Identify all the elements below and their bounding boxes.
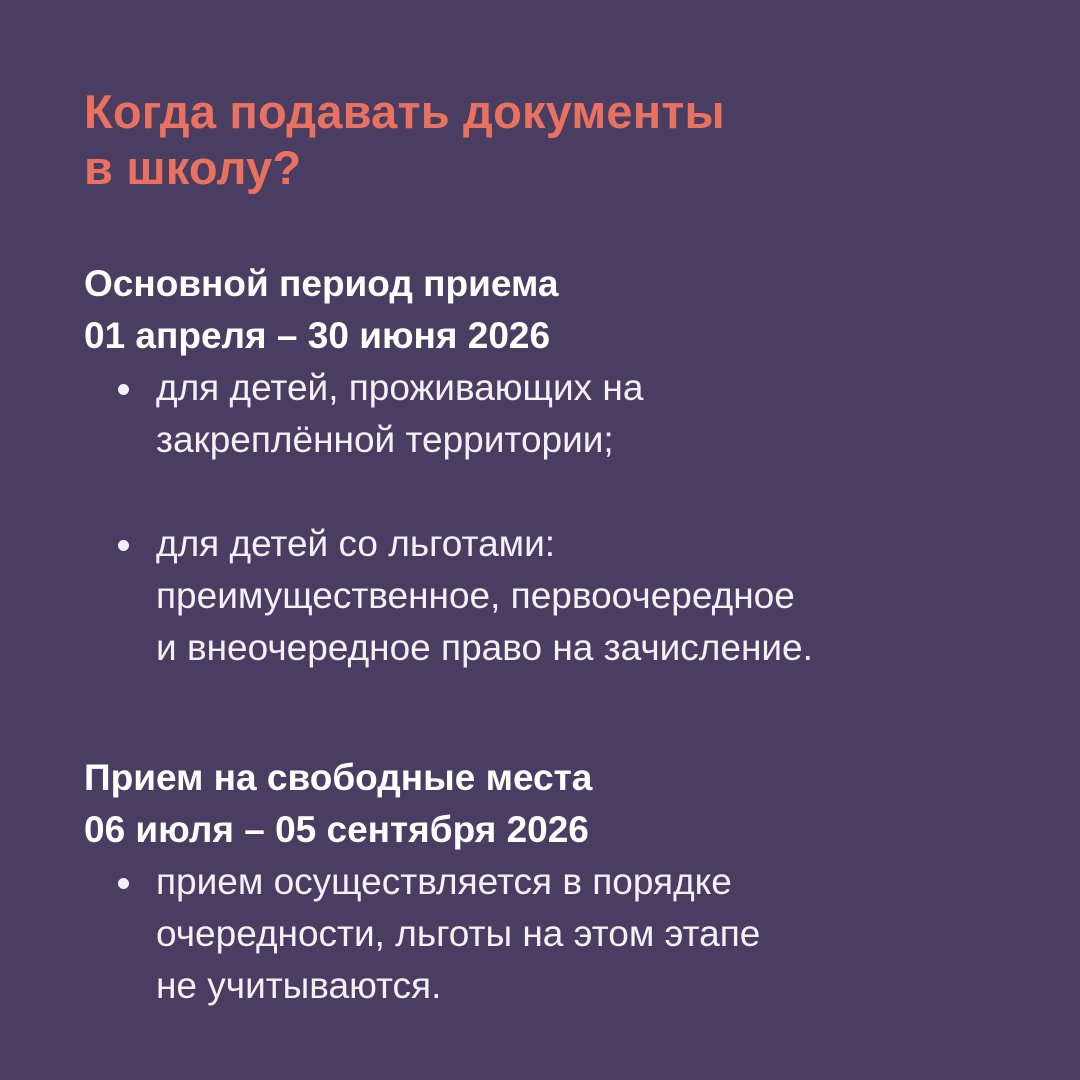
section-heading	[84, 752, 1080, 856]
bullet-list	[84, 362, 1080, 674]
section-dates: 01 апреля – 30 июня 2026	[84, 315, 551, 356]
bullet-text-line: не учитываются.	[156, 965, 442, 1006]
list-item	[118, 856, 1080, 1012]
list-item	[118, 362, 1080, 466]
bullet-text-line: для детей со льготами:	[156, 523, 556, 564]
page-title-line-2: в школу?	[84, 141, 302, 194]
bullet-text-line: закреплённой территории;	[156, 419, 614, 460]
bullet-text-line: очередности, льготы на этом этапе	[156, 913, 761, 954]
bullet-text-line: и внеочередное право на зачисление.	[156, 627, 813, 668]
bullet-text	[156, 518, 1080, 674]
bullet-dot-icon	[118, 540, 129, 551]
bullet-text	[156, 856, 1080, 1012]
page-title-line-1: Когда подавать документы	[84, 85, 725, 138]
bullet-text-line: прием осуществляется в порядке	[156, 861, 732, 902]
bullet-dot-icon	[118, 878, 129, 889]
bullet-text-line: преимущественное, первоочередное	[156, 575, 795, 616]
section-dates: 06 июля – 05 сентября 2026	[84, 809, 589, 850]
page-title	[84, 84, 1080, 196]
bullet-text-line: для детей, проживающих на	[156, 367, 644, 408]
section-main-period	[84, 258, 1080, 674]
bullet-list	[84, 856, 1080, 1012]
section-free-places	[84, 752, 1080, 1012]
bullet-text	[156, 362, 1080, 466]
section-heading	[84, 258, 1080, 362]
section-title: Прием на свободные места	[84, 757, 593, 798]
bullet-dot-icon	[118, 384, 129, 395]
section-title: Основной период приема	[84, 263, 559, 304]
list-item	[118, 518, 1080, 674]
